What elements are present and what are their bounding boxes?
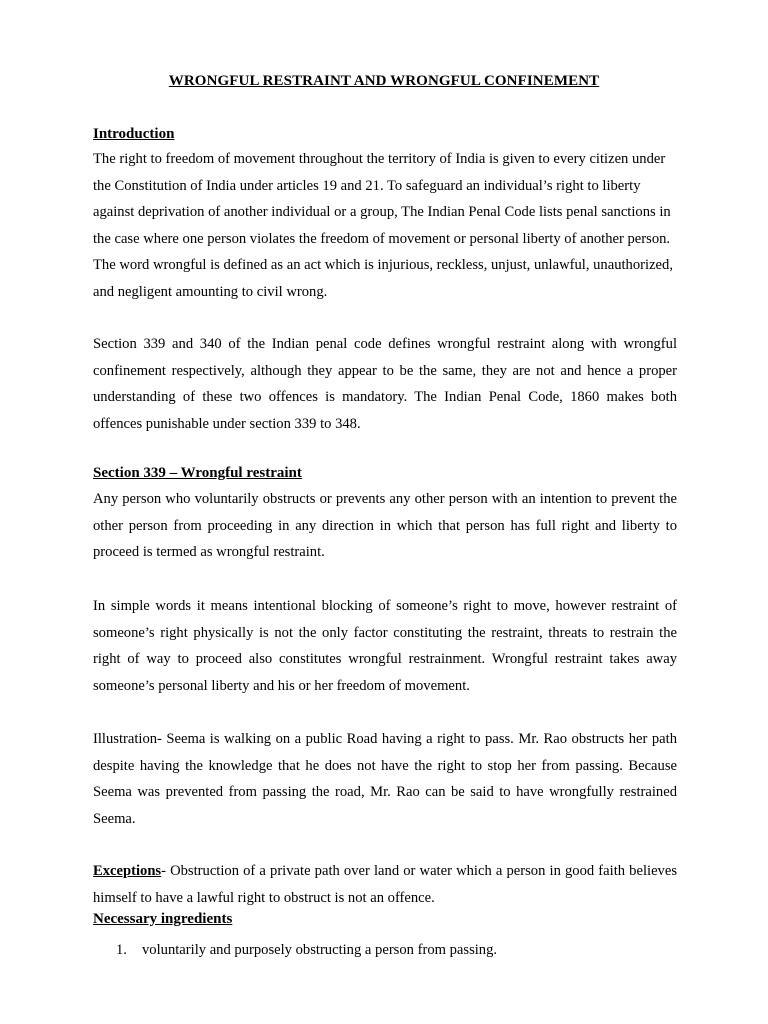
sections-overview-paragraph: Section 339 and 340 of the Indian penal code defines wrongful restraint along with wrongful confinement respectively, although they appear to be the same, they are not and hence a proper understanding of these two offences is mandatory. The Indian Penal Code, 1860 makes both offences punishable under section 339 to 348. — [93, 336, 677, 432]
ingredients-list — [116, 937, 497, 963]
list-item-number: 1. — [116, 942, 127, 958]
illustration-paragraph: Illustration- Seema is walking on a public Road having a right to pass. Mr. Rao obstructs her path despite having the knowledge that he does not have the right to stop her from passing. Because Seema was prevented from passing the road, Mr. Rao can be said to have wrongfully restrained Seema. — [93, 731, 677, 827]
section-339-heading: Section 339 – Wrongful restraint — [93, 465, 302, 481]
introduction-paragraph: The right to freedom of movement throughout the territory of India is given to every citizen under the Constitution of India under articles 19 and 21. To safeguard an individual’s right to liberty against deprivation of another individual or a group, The Indian Penal Code lists penal sanctions in the case where one person violates the freedom of movement or personal liberty of another person. The word wrongful is defined as an act which is injurious, reckless, unjust, unlawful, unauthorized, and negligent amounting to civil wrong. — [93, 151, 673, 300]
section-339-paragraph: Any person who voluntarily obstructs or prevents any other person with an intention to prevent the other person from proceeding in any direction in which that person has full right and liberty to proceed is termed as wrongful restraint. — [93, 491, 677, 560]
exceptions-label: Exceptions — [93, 863, 162, 879]
simple-words-paragraph: In simple words it means intentional blocking of someone’s right to move, however restraint of someone’s right physically is not the only factor constituting the restraint, threats to restrain the right of way to proceed also constitutes wrongful restrainment. Wrongful restraint takes away someone’s personal liberty and his or her freedom of movement. — [93, 598, 677, 694]
list-item-text: voluntarily and purposely obstructing a person from passing. — [142, 942, 498, 958]
document-title: WRONGFUL RESTRAINT AND WRONGFUL CONFINEMENT — [168, 73, 600, 89]
list-item — [116, 937, 497, 963]
introduction-heading: Introduction — [93, 126, 175, 142]
ingredients-heading: Necessary ingredients — [93, 911, 233, 927]
exceptions-text: - Obstruction of a private path over land or water which a person in good faith believes himself to have a lawful right to obstruct is not an offence. — [93, 863, 677, 906]
exceptions-paragraph — [93, 858, 677, 911]
